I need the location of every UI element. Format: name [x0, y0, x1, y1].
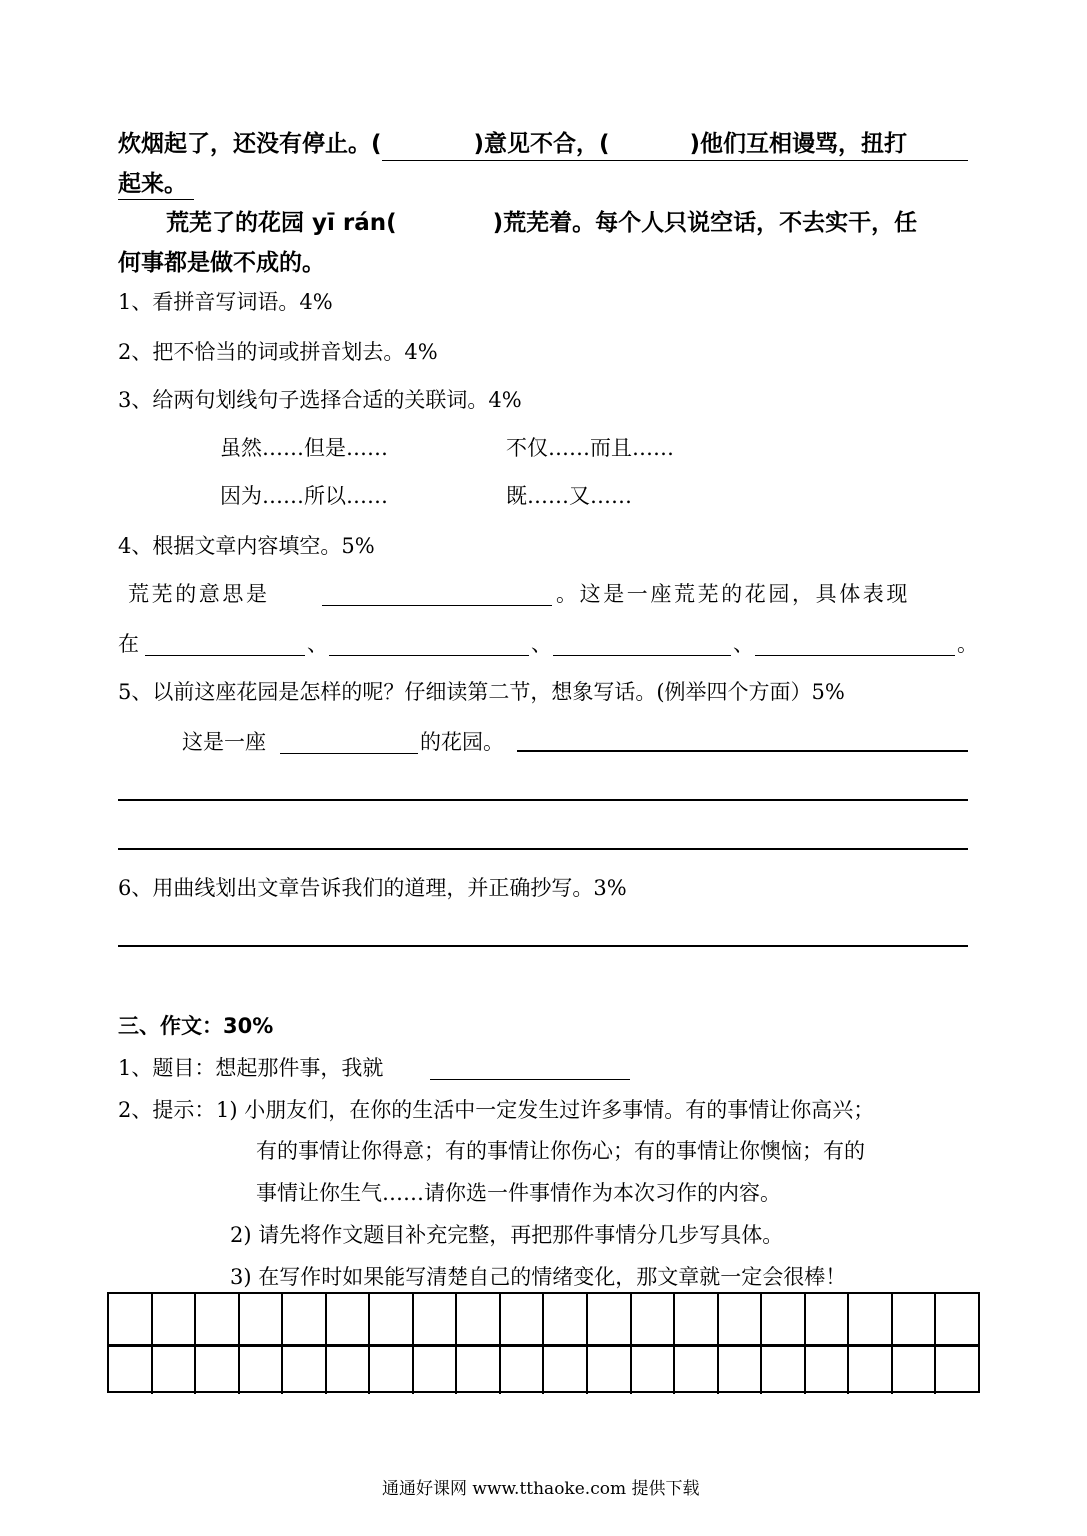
grid-cell[interactable]	[327, 1347, 371, 1394]
hint-1-c: 事情让你生气……请你选一件事情作为本次习作的内容。	[256, 1181, 781, 1205]
q5-write-line-2[interactable]	[118, 799, 968, 801]
q3-option-4: 既……又……	[506, 484, 632, 508]
grid-cell[interactable]	[762, 1347, 806, 1394]
q3-option-1: 虽然……但是……	[220, 436, 388, 460]
q4-sep-3: 、	[733, 632, 754, 656]
q4-blank-2[interactable]	[329, 655, 529, 656]
grid-cell[interactable]	[153, 1294, 197, 1344]
grid-cell[interactable]	[457, 1347, 501, 1394]
passage-line-3-b: )荒芜着。每个人只说空话，不去实干，任	[492, 210, 918, 236]
q4-line-2-a: 在	[118, 632, 139, 656]
hint-3: 3) 在写作时如果能写清楚自己的情绪变化，那文章就一定会很棒！	[230, 1265, 847, 1289]
grid-cell[interactable]	[370, 1294, 414, 1344]
q4-end: 。	[957, 632, 978, 656]
q5-line-a: 这是一座	[182, 730, 266, 754]
grid-cell[interactable]	[283, 1294, 327, 1344]
grid-cell[interactable]	[501, 1294, 545, 1344]
q4-line-1-b: 。这是一座荒芜的花园，具体表现	[556, 582, 910, 606]
question-4: 4、根据文章内容填空。5%	[118, 534, 375, 558]
grid-cell[interactable]	[675, 1294, 719, 1344]
grid-cell[interactable]	[414, 1294, 458, 1344]
grid-cell[interactable]	[719, 1294, 763, 1344]
grid-cell[interactable]	[109, 1294, 153, 1344]
grid-cell[interactable]	[153, 1347, 197, 1394]
grid-cell[interactable]	[806, 1347, 850, 1394]
composition-heading: 三、作文：30%	[118, 1014, 274, 1038]
grid-cell[interactable]	[414, 1347, 458, 1394]
passage-line-1	[118, 129, 907, 159]
q6-write-line[interactable]	[118, 945, 968, 947]
grid-cell[interactable]	[849, 1347, 893, 1394]
grid-cell[interactable]	[588, 1294, 632, 1344]
grid-cell[interactable]	[675, 1347, 719, 1394]
grid-cell[interactable]	[457, 1294, 501, 1344]
q5-write-line-1[interactable]	[517, 750, 968, 752]
grid-cell[interactable]	[893, 1347, 937, 1394]
hint-1-a: 1) 小朋友们，在你的生活中一定发生过许多事情。有的事情让你高兴；	[216, 1098, 875, 1122]
passage-underline-2	[118, 199, 194, 200]
grid-cell[interactable]	[762, 1294, 806, 1344]
grid-cell[interactable]	[283, 1347, 327, 1394]
grid-cell[interactable]	[719, 1347, 763, 1394]
grid-cell[interactable]	[196, 1347, 240, 1394]
q5-blank-type[interactable]	[280, 753, 418, 754]
grid-cell[interactable]	[544, 1294, 588, 1344]
grid-cell[interactable]	[327, 1294, 371, 1344]
grid-cell[interactable]	[240, 1294, 284, 1344]
hint-prefix: 2、提示：	[118, 1098, 216, 1122]
q4-blank-meaning[interactable]	[322, 605, 552, 606]
hint-1-b: 有的事情让你得意；有的事情让你伤心；有的事情让你懊恼；有的	[256, 1139, 865, 1163]
passage-line-1-c: )他们互相谩骂，扭打	[689, 131, 908, 157]
passage-line-2: 起来。	[118, 171, 187, 197]
passage-line-4: 何事都是做不成的。	[118, 250, 325, 276]
passage-line-3	[166, 208, 917, 238]
footer-text: 通通好课网 www.tthaoke.com 提供下载	[382, 1479, 700, 1499]
grid-cell[interactable]	[936, 1347, 978, 1394]
q4-line-1-a: 荒芜的意思是	[128, 582, 270, 606]
q3-option-2: 不仅……而且……	[506, 436, 674, 460]
question-2: 2、把不恰当的词或拼音划去。4%	[118, 340, 438, 364]
passage-line-3-a: 荒芜了的花园 yī rán(	[166, 210, 397, 236]
question-1: 1、看拼音写词语。4%	[118, 290, 333, 314]
passage-line-1-b: )意见不合，(	[473, 131, 610, 157]
grid-cell[interactable]	[588, 1347, 632, 1394]
q4-blank-3[interactable]	[553, 655, 731, 656]
q4-sep-2: 、	[531, 632, 552, 656]
q4-blank-4[interactable]	[755, 655, 955, 656]
grid-cell[interactable]	[544, 1347, 588, 1394]
grid-cell[interactable]	[849, 1294, 893, 1344]
grid-cell[interactable]	[893, 1294, 937, 1344]
grid-cell[interactable]	[196, 1294, 240, 1344]
grid-row-1	[109, 1294, 978, 1344]
composition-title-blank[interactable]	[430, 1079, 630, 1080]
grid-row-2	[109, 1344, 978, 1394]
grid-cell[interactable]	[632, 1294, 676, 1344]
grid-cell[interactable]	[109, 1347, 153, 1394]
q5-write-line-3[interactable]	[118, 848, 968, 850]
grid-cell[interactable]	[632, 1347, 676, 1394]
grid-cell[interactable]	[370, 1347, 414, 1394]
question-3: 3、给两句划线句子选择合适的关联词。4%	[118, 388, 522, 412]
q3-option-3: 因为……所以……	[220, 484, 388, 508]
hint-2: 2) 请先将作文题目补充完整，再把那件事情分几步写具体。	[230, 1223, 784, 1247]
grid-cell[interactable]	[936, 1294, 978, 1344]
q5-line-b: 的花园。	[420, 730, 504, 754]
passage-underline-1	[382, 160, 968, 161]
grid-cell[interactable]	[501, 1347, 545, 1394]
composition-title-line: 1、题目：想起那件事，我就	[118, 1056, 384, 1080]
q4-sep-1: 、	[307, 632, 328, 656]
composition-grid[interactable]	[107, 1292, 980, 1393]
grid-cell[interactable]	[240, 1347, 284, 1394]
q4-blank-1[interactable]	[145, 655, 305, 656]
grid-cell[interactable]	[806, 1294, 850, 1344]
question-6: 6、用曲线划出文章告诉我们的道理，并正确抄写。3%	[118, 876, 627, 900]
question-5: 5、以前这座花园是怎样的呢？仔细读第二节，想象写话。(例举四个方面）5%	[118, 680, 845, 704]
passage-line-1-a: 炊烟起了，还没有停止。(	[118, 131, 382, 157]
